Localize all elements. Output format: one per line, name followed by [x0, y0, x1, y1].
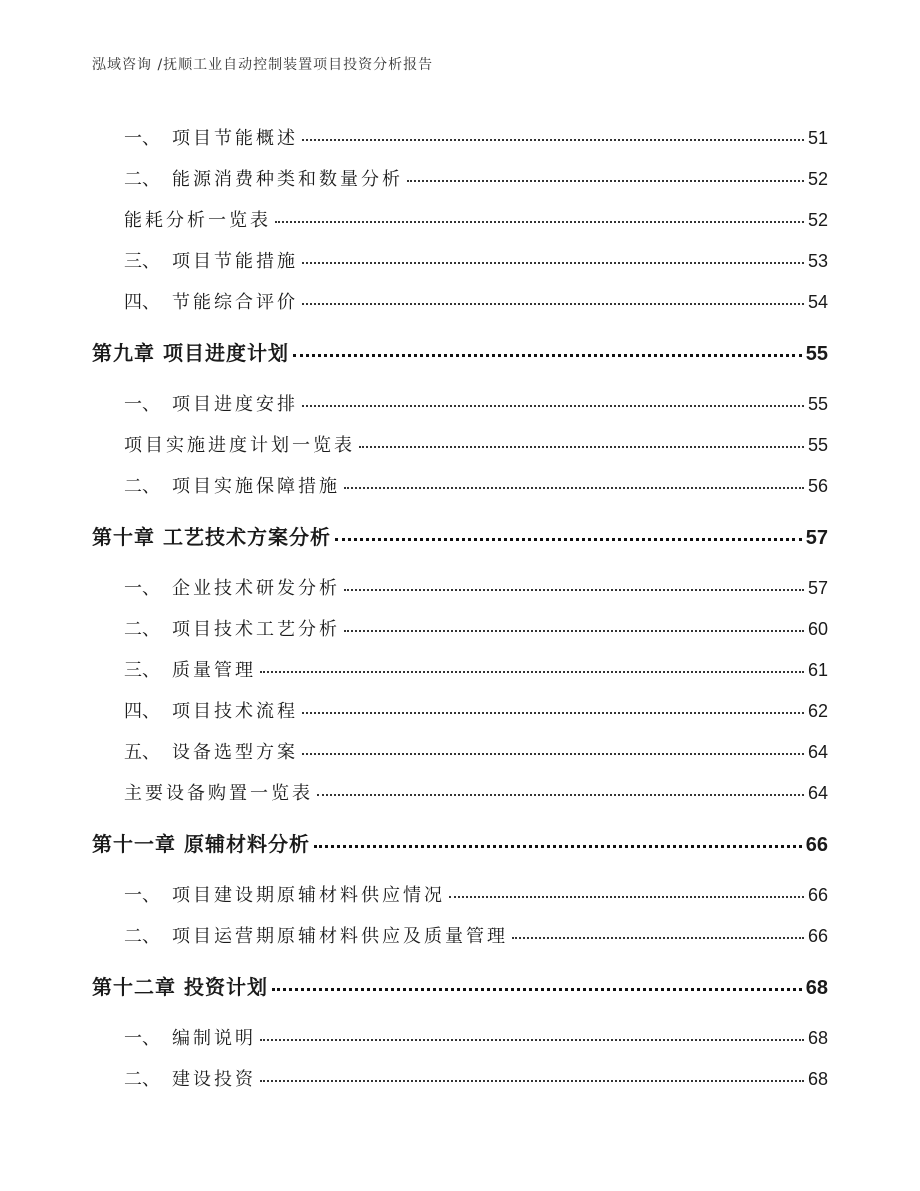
toc-entry-page: 66 — [807, 885, 828, 905]
toc-entry-marker: 三、 — [124, 660, 160, 681]
toc-entry[interactable] — [92, 282, 828, 323]
toc-entry-label — [92, 118, 300, 159]
toc-entry-page: 62 — [807, 701, 828, 721]
toc-entry[interactable] — [92, 916, 828, 957]
toc-entry[interactable] — [92, 1059, 828, 1100]
toc-entry-label — [92, 282, 300, 323]
toc-chapter-title: 第十二章 投资计划 — [92, 975, 268, 999]
toc-entry-marker: 二、 — [124, 1069, 160, 1090]
toc-entry-marker: 二、 — [124, 619, 160, 640]
toc-entry-title: 能源消费种类和数量分析 — [172, 169, 403, 190]
toc-entry-page: 57 — [807, 578, 828, 598]
toc-entry-label — [92, 650, 258, 691]
toc-entry-marker: 一、 — [124, 885, 160, 906]
dot-leader — [260, 1080, 804, 1082]
dot-leader — [275, 221, 804, 223]
toc-entry-label — [92, 609, 342, 650]
toc-entry-label — [92, 691, 300, 732]
toc-entry-marker: 一、 — [124, 1028, 160, 1049]
toc-entry[interactable] — [92, 773, 828, 814]
toc-entry-label — [92, 384, 300, 425]
toc-entry-marker: 二、 — [124, 926, 160, 947]
toc-entry-title: 项目实施进度计划一览表 — [124, 435, 355, 456]
toc-chapter[interactable] — [92, 507, 828, 568]
header-title: 泓域咨询 /抚顺工业自动控制装置项目投资分析报告 — [92, 57, 434, 73]
toc-entry-label — [92, 568, 342, 609]
dot-leader — [449, 896, 804, 898]
toc-entry[interactable] — [92, 466, 828, 507]
toc-entry[interactable] — [92, 384, 828, 425]
dot-leader — [344, 630, 804, 632]
dot-leader — [302, 303, 804, 305]
toc-entry-page: 64 — [807, 783, 828, 803]
toc-entry[interactable] — [92, 875, 828, 916]
toc-entry-label — [92, 916, 510, 957]
toc-entry[interactable] — [92, 609, 828, 650]
toc-chapter[interactable] — [92, 814, 828, 875]
toc-entry[interactable] — [92, 1018, 828, 1059]
toc-entry-title: 项目技术工艺分析 — [172, 619, 340, 640]
toc-entry-title: 项目节能概述 — [172, 128, 298, 149]
toc-entry-title: 企业技术研发分析 — [172, 578, 340, 599]
toc-entry[interactable] — [92, 650, 828, 691]
toc-chapter-title: 第九章 项目进度计划 — [92, 341, 289, 365]
toc-entry-marker: 四、 — [124, 701, 160, 722]
toc-chapter[interactable] — [92, 957, 828, 1018]
toc-entry-title: 项目技术流程 — [172, 701, 298, 722]
dot-leader — [512, 937, 804, 939]
toc-entry-title: 质量管理 — [172, 660, 256, 681]
toc-entry-marker: 三、 — [124, 251, 160, 272]
toc-entry-title: 编制说明 — [172, 1028, 256, 1049]
toc-entry[interactable] — [92, 732, 828, 773]
toc-entry-page: 52 — [807, 210, 828, 230]
toc-entry-page: 68 — [807, 1028, 828, 1048]
toc-entry-page: 54 — [807, 292, 828, 312]
page-header — [92, 54, 433, 74]
toc-entry-title: 项目实施保障措施 — [172, 476, 340, 497]
dot-leader — [302, 262, 804, 264]
toc-entry-page: 68 — [807, 1069, 828, 1089]
toc-entry-label — [92, 466, 342, 507]
toc-entry-marker: 四、 — [124, 292, 160, 313]
toc-entry-title: 主要设备购置一览表 — [124, 783, 313, 804]
toc-entry-title: 建设投资 — [172, 1069, 256, 1090]
dot-leader — [344, 487, 804, 489]
toc-entry-marker: 一、 — [124, 128, 160, 149]
toc-entry-title: 项目建设期原辅材料供应情况 — [172, 885, 445, 906]
toc-entry[interactable] — [92, 200, 828, 241]
dot-leader — [344, 589, 804, 591]
toc-entry-page: 55 — [807, 435, 828, 455]
toc-entry-title: 项目进度安排 — [172, 394, 298, 415]
toc-entry-page: 56 — [807, 476, 828, 496]
dot-leader — [335, 538, 802, 541]
dot-leader — [314, 845, 802, 848]
toc-entry-page: 60 — [807, 619, 828, 639]
toc-chapter-page: 55 — [805, 343, 828, 365]
toc-entry[interactable] — [92, 691, 828, 732]
dot-leader — [293, 354, 802, 357]
toc-entry-label — [92, 1059, 258, 1100]
toc-chapter-page: 66 — [805, 834, 828, 856]
toc-entry-title: 节能综合评价 — [172, 292, 298, 313]
toc-entry-marker: 二、 — [124, 169, 160, 190]
toc-entry-marker: 一、 — [124, 394, 160, 415]
dot-leader — [302, 139, 804, 141]
dot-leader — [302, 712, 804, 714]
toc-chapter-title: 第十章 工艺技术方案分析 — [92, 525, 331, 549]
toc-entry-page: 55 — [807, 394, 828, 414]
toc-entry-title: 能耗分析一览表 — [124, 210, 271, 231]
toc-entry-label — [92, 875, 447, 916]
toc-entry-title: 设备选型方案 — [172, 742, 298, 763]
dot-leader — [302, 753, 804, 755]
dot-leader — [260, 671, 804, 673]
toc-chapter-title: 第十一章 原辅材料分析 — [92, 832, 310, 856]
toc-entry-label — [92, 1018, 258, 1059]
toc-entry[interactable] — [92, 568, 828, 609]
toc-entry[interactable] — [92, 241, 828, 282]
toc-entry-page: 51 — [807, 128, 828, 148]
header-divider — [92, 84, 828, 85]
toc-entry-marker: 二、 — [124, 476, 160, 497]
toc-entry-page: 53 — [807, 251, 828, 271]
toc-entry-marker: 五、 — [124, 742, 160, 763]
toc-entry-page: 66 — [807, 926, 828, 946]
toc-entry-label — [92, 200, 273, 241]
table-of-contents — [92, 118, 828, 1100]
toc-entry[interactable] — [92, 425, 828, 466]
toc-entry-title: 项目运营期原辅材料供应及质量管理 — [172, 926, 508, 947]
toc-entry-label — [92, 425, 357, 466]
toc-entry-page: 64 — [807, 742, 828, 762]
toc-entry-marker: 一、 — [124, 578, 160, 599]
toc-entry-label — [92, 773, 315, 814]
toc-entry-label — [92, 732, 300, 773]
dot-leader — [359, 446, 804, 448]
dot-leader — [317, 794, 804, 796]
toc-entry-label — [92, 159, 405, 200]
toc-entry-page: 61 — [807, 660, 828, 680]
toc-chapter-page: 57 — [805, 527, 828, 549]
toc-chapter-page: 68 — [805, 977, 828, 999]
dot-leader — [260, 1039, 804, 1041]
dot-leader — [272, 988, 802, 991]
toc-entry-label — [92, 241, 300, 282]
dot-leader — [407, 180, 804, 182]
toc-entry[interactable] — [92, 118, 828, 159]
toc-entry[interactable] — [92, 159, 828, 200]
toc-entry-page: 52 — [807, 169, 828, 189]
dot-leader — [302, 405, 804, 407]
toc-entry-title: 项目节能措施 — [172, 251, 298, 272]
toc-chapter[interactable] — [92, 323, 828, 384]
